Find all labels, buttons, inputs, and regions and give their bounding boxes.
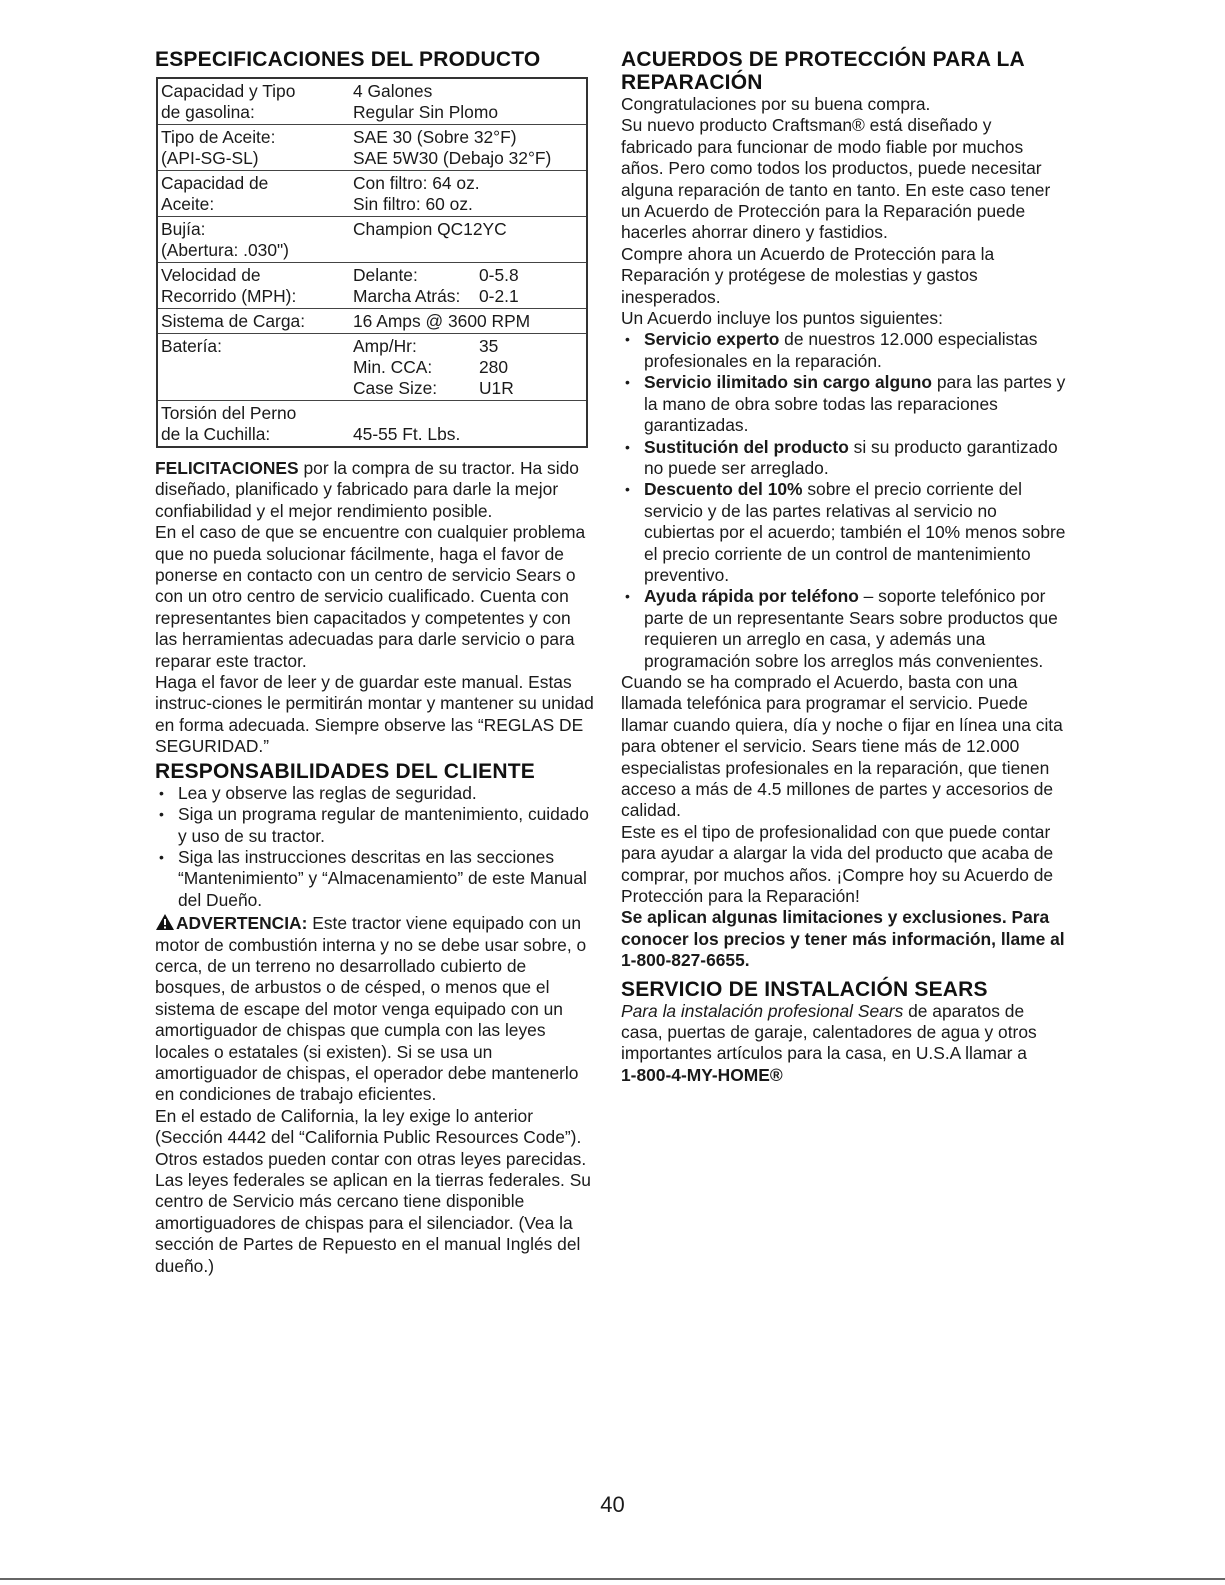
spec-value-line: SAE 5W30 (Debajo 32°F)	[353, 148, 552, 168]
congrats-lead: FELICITACIONES	[155, 458, 299, 478]
protection-paragraph: Cuando se ha comprado el Acuerdo, basta con una llamada telefónica para programar el servicio. Puede llamar cuando quiera, día y noche o fijar en línea una cita para obtener el servicio. Sears tiene más de 12.000 especialistas profesionales en la reparación, que tienen acceso a más de 4.5 millones de partes y accesorios de calidad.	[621, 671, 1063, 821]
spec-kv-key: Case Size:	[353, 378, 438, 398]
list-item: • Lea y observe las reglas de seguridad.	[155, 783, 595, 804]
list-item: • Siga un programa regular de mantenimiento, cuidado y uso de su tractor.	[155, 804, 595, 847]
spec-label-line: Capacidad y Tipo	[161, 81, 296, 101]
table-row	[157, 171, 587, 217]
spec-label	[157, 125, 350, 171]
protection-paragraph: Compre ahora un Acuerdo de Protección para la Reparación y protégese de molestias y gastos inesperados.	[621, 243, 995, 307]
right-column	[621, 48, 1066, 1086]
warning-label: ADVERTENCIA:	[176, 913, 308, 934]
list-item-bold: Ayuda rápida por teléfono	[644, 586, 859, 607]
list-item	[621, 437, 1066, 480]
spec-label-line: Tipo de Aceite:	[161, 127, 276, 147]
spec-kv-line	[353, 357, 583, 378]
spec-kv-value: 35	[479, 336, 499, 356]
spec-label-line: de la Cuchilla:	[161, 424, 271, 444]
table-row	[157, 309, 587, 334]
list-item-text: – soporte telefónico por parte de un representante Sears sobre productos que requieren un arreglo en casa, y además una programación sobre los arreglos más convenientes.	[644, 586, 1058, 671]
spec-kv-key: Min. CCA:	[353, 357, 433, 377]
spec-label	[157, 263, 350, 309]
list-item	[621, 372, 1066, 436]
table-row	[157, 334, 587, 401]
table-row	[157, 125, 587, 171]
spec-value-line: Con filtro: 64 oz.	[353, 173, 480, 193]
list-item-text: de nuestros 12.000 especialistas profesionales en la reparación.	[644, 329, 1038, 371]
list-item-bold: Servicio ilimitado sin cargo alguno	[644, 372, 932, 393]
spec-value	[350, 334, 587, 401]
installation-phone: 1-800-4-MY-HOME®	[621, 1064, 783, 1085]
manual-paragraph: Haga el favor de leer y de guardar este manual. Estas instruc-ciones le permitirán montar y mantener su unidad en forma adecuada. Siempre observe las “REGLAS DE SEGURIDAD.”	[155, 672, 594, 757]
spec-value-line: 4 Galones	[353, 81, 433, 101]
spec-label	[157, 401, 350, 448]
spec-kv-key: Delante:	[353, 265, 418, 285]
bottom-divider	[0, 1578, 1225, 1580]
specs-table	[156, 77, 588, 448]
spec-value-line: 16 Amps @ 3600 RPM	[353, 311, 531, 331]
protection-paragraph: Este es el tipo de profesionalidad con que puede contar para ayudar a alargar la vida del producto que acaba de comprar, por muchos años. ¡Compre hoy su Acuerdo de Protección para la Reparación!	[621, 821, 1054, 907]
installation-text: de aparatos de casa, puertas de garaje, calentadores de agua y otros importantes artículos para la casa, en U.S.A llamar a	[621, 1000, 1037, 1064]
california-paragraph: En el estado de California, la ley exige lo anterior (Sección 4442 del “California Public Resources Code”). Otros estados pueden contar con otras leyes parecidas. Las leyes federales se aplican en la tierras federales. Su centro de Servicio más cercano tiene disponible amortiguadores de chispas para el silenciador. (Vea la sección de Partes de Repuesto en el manual Inglés del dueño.)	[155, 1105, 591, 1276]
spec-label	[157, 217, 350, 263]
warning-triangle-icon	[155, 913, 175, 931]
spec-kv-line	[353, 336, 583, 357]
spec-value	[350, 171, 587, 217]
spec-label-line: de gasolina:	[161, 102, 255, 122]
spec-label	[157, 309, 350, 334]
protection-paragraph: Un Acuerdo incluye los puntos siguientes:	[621, 308, 943, 329]
spec-label-line: Bujía:	[161, 219, 206, 239]
spec-label-line: Torsión del Perno	[161, 403, 297, 423]
spec-value-line: Champion QC12YC	[353, 219, 507, 239]
list-item: • Siga las instrucciones descritas en las secciones “Mantenimiento” y “Almacenamiento” de este Manual del Dueño.	[155, 847, 595, 911]
service-paragraph: En el caso de que se encuentre con cualquier problema que no pueda solucionar fácilmente, haga el favor de ponerse en contacto con un centro de servicio Sears o con un otro centro de servicio cualificado. Cuenta con representantes bien capacitados y competentes y con las herramientas adecuadas para darle servicio o para reparar este tractor.	[155, 522, 586, 671]
spec-label	[157, 334, 350, 401]
list-item	[621, 586, 1066, 672]
spec-label	[157, 78, 350, 125]
spec-value-line	[353, 403, 583, 424]
warning-paragraph	[155, 913, 595, 1106]
spec-kv-value: 0-5.8	[479, 265, 519, 285]
spec-label-line: (API-SG-SL)	[161, 148, 259, 168]
table-row	[157, 401, 587, 448]
table-row	[157, 78, 587, 125]
list-item-bold: Sustitución del producto	[644, 436, 849, 457]
spec-value	[350, 217, 587, 263]
list-item-text: si su producto garantizado no puede ser arreglado.	[644, 436, 1058, 478]
spec-kv-line	[353, 378, 583, 399]
list-item-bold: Descuento del 10%	[644, 479, 803, 500]
spec-kv-key: Marcha Atrás:	[353, 286, 461, 306]
spec-label-line: Aceite:	[161, 194, 215, 214]
spec-value	[350, 263, 587, 309]
list-item-text: para las partes y la mano de obra sobre todas las reparaciones garantizadas.	[644, 372, 1066, 436]
spec-value	[350, 78, 587, 125]
spec-value	[350, 309, 587, 334]
table-row	[157, 217, 587, 263]
spec-value-line: Regular Sin Plomo	[353, 102, 498, 122]
list-item	[621, 479, 1066, 586]
spec-kv-value: 0-2.1	[479, 286, 519, 306]
responsibilities-list	[155, 783, 595, 911]
spec-label-line: Recorrido (MPH):	[161, 286, 297, 306]
spec-kv-value: U1R	[479, 378, 514, 398]
spec-kv-line	[353, 265, 583, 286]
installation-italic: Para la instalación profesional Sears	[621, 1000, 904, 1021]
spec-value-line: Sin filtro: 60 oz.	[353, 194, 473, 214]
specs-heading: ESPECIFICACIONES DEL PRODUCTO	[155, 48, 541, 71]
spec-label-line: Capacidad de	[161, 173, 269, 193]
protection-intro: Congratulaciones por su buena compra.	[621, 94, 931, 114]
list-item	[621, 329, 1066, 372]
spec-label-line: Velocidad de	[161, 265, 261, 285]
list-item-text: sobre el precio corriente del servicio y de las partes relativas al servicio no cubiertas por el acuerdo; también el 10% menos sobre el precio corriente de un control de mantenimiento preventivo.	[644, 479, 1066, 585]
spec-label-line: Batería:	[161, 336, 222, 356]
list-item-bold: Servicio experto	[644, 329, 780, 350]
installation-heading: SERVICIO DE INSTALACIÓN SEARS	[621, 977, 988, 1001]
spec-label	[157, 171, 350, 217]
congrats-paragraph	[155, 458, 595, 522]
spec-value-line: SAE 30 (Sobre 32°F)	[353, 127, 517, 147]
spec-kv-line	[353, 286, 583, 307]
spec-kv-value: 280	[479, 357, 509, 377]
protection-heading: ACUERDOS DE PROTECCIÓN PARA LA REPARACIÓN	[621, 48, 1025, 94]
page-number: 40	[600, 1492, 625, 1517]
table-row	[157, 263, 587, 309]
spec-label-line: (Abertura: .030")	[161, 240, 289, 260]
responsibilities-heading: RESPONSABILIDADES DEL CLIENTE	[155, 759, 535, 783]
left-column	[155, 48, 595, 1277]
warning-text: Este tractor viene equipado con un motor de combustión interna y no se debe usar sobre, o cerca, de un terreno no desarrollado cubierto de bosques, de arbustos o de césped, o menos que el sistema de escape del motor venga equipado con un amortiguador de chispas que cumpla con las leyes locales o estatales (si existen). Si se usa un amortiguador de chispas, el operador debe mantenerlo en condiciones de trabajo eficientes.	[155, 913, 587, 1105]
spec-kv-key: Amp/Hr:	[353, 336, 417, 356]
congrats-text: por la compra de su tractor. Ha sido diseñado, planificado y fabricado para darle la mejor confiabilidad y el mejor rendimiento posible.	[155, 458, 579, 521]
protection-list	[621, 329, 1066, 672]
installation-paragraph	[621, 1001, 1066, 1087]
spec-value-line: 45-55 Ft. Lbs.	[353, 424, 461, 444]
spec-value	[350, 125, 587, 171]
protection-paragraph: Su nuevo producto Craftsman® está diseñado y fabricado para funcionar de modo fiable por muchos años. Pero como todos los productos, puede necesitar alguna reparación de tanto en tanto. En este caso tener un Acuerdo de Protección para la Reparación puede hacerles ahorrar dinero y fastidios.	[621, 115, 1051, 243]
spec-label-line: Sistema de Carga:	[161, 311, 306, 331]
spec-value	[350, 401, 587, 448]
limitations-paragraph: Se aplican algunas limitaciones y exclusiones. Para conocer los precios y tener más información, llame al 1-800-827-6655.	[621, 907, 1065, 971]
